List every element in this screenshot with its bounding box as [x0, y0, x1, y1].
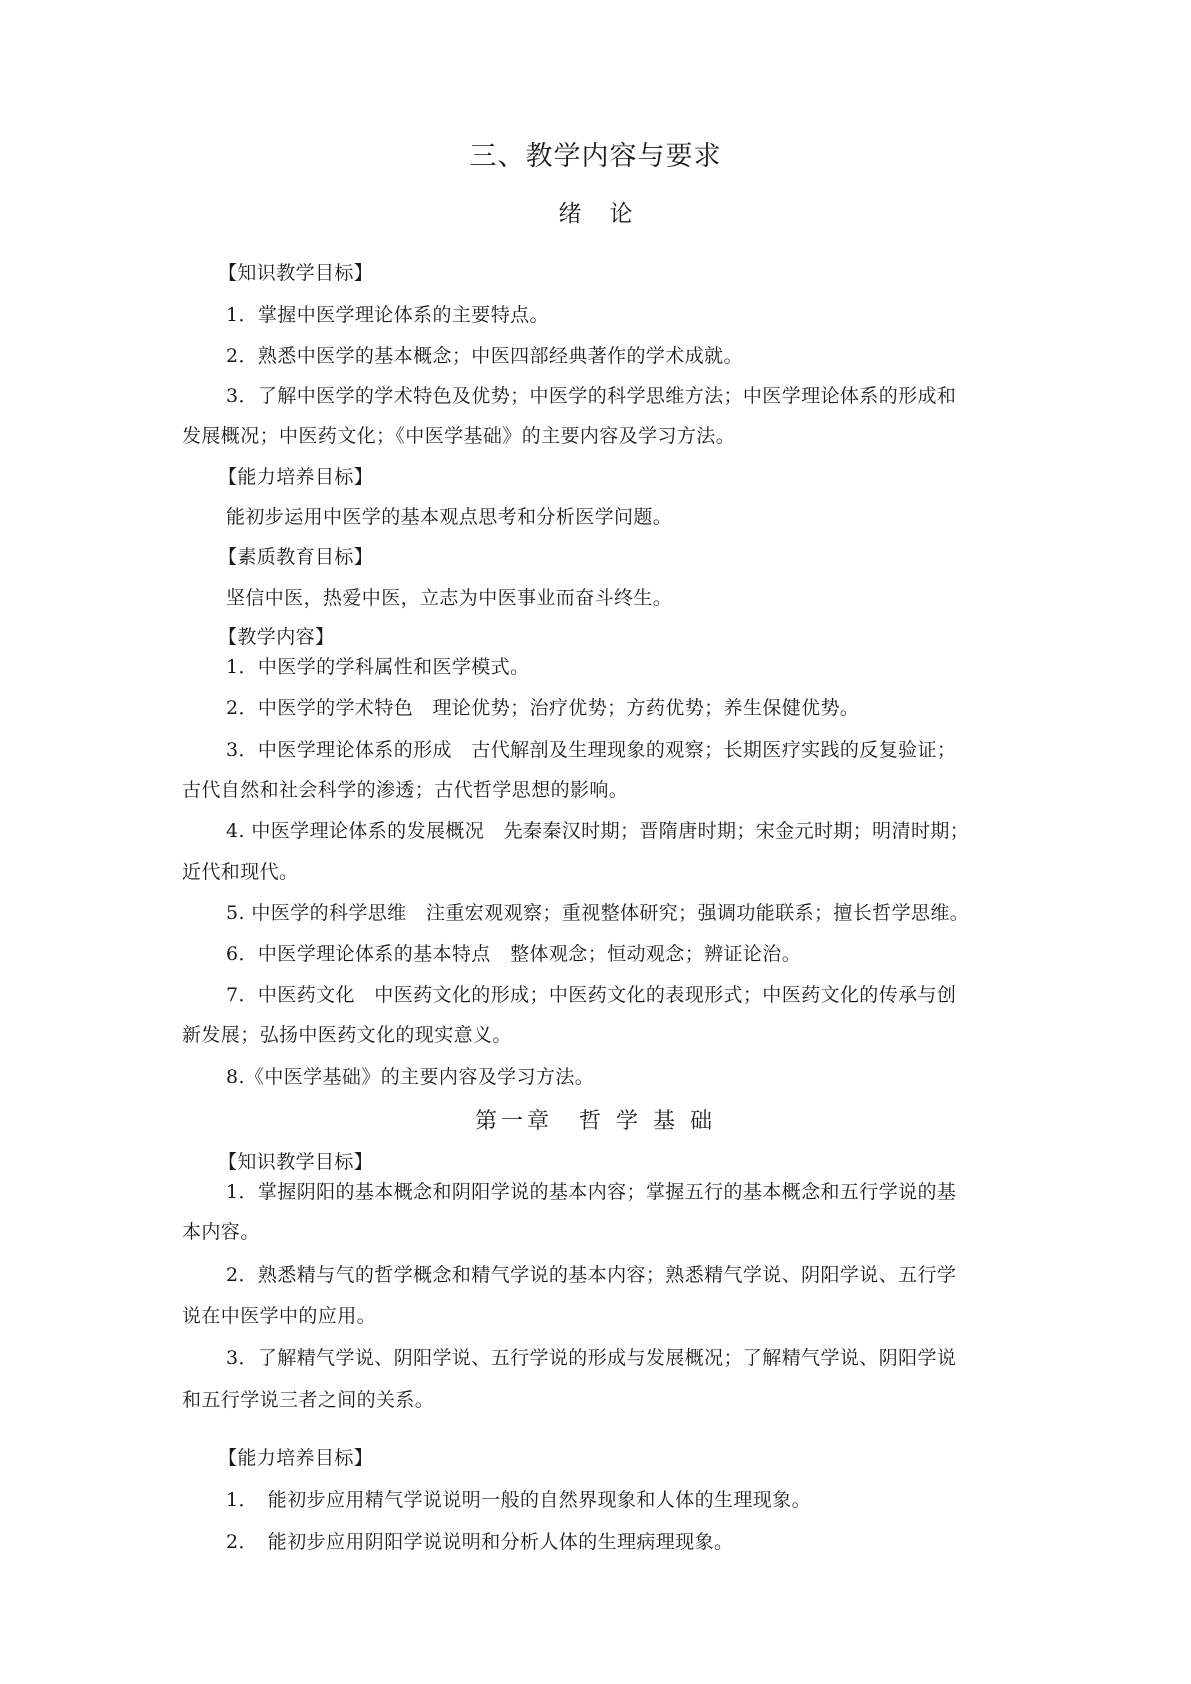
intro-knowledge-item: 3．了解中医学的学术特色及优势；中医学的科学思维方法；中医学理论体系的形成和	[226, 385, 957, 407]
intro-content-item: 3．中医学理论体系的形成 古代解剖及生理现象的观察；长期医疗实践的反复验证；	[226, 739, 957, 761]
chapter1-ability-item: 2． 能初步应用阴阳学说说明和分析人体的生理病理现象。	[226, 1531, 734, 1553]
chapter1-knowledge-item-continued: 和五行学说三者之间的关系。	[182, 1389, 435, 1411]
chapter1-knowledge-heading: 【知识教学目标】	[218, 1151, 374, 1173]
page-title: 三、教学内容与要求	[469, 141, 722, 172]
intro-content-item-continued: 新发展；弘扬中医药文化的现实意义。	[182, 1024, 512, 1046]
intro-ability-text: 能初步运用中医学的基本观点思考和分析医学问题。	[226, 506, 673, 528]
intro-knowledge-item: 1．掌握中医学理论体系的主要特点。	[226, 304, 549, 326]
intro-section-title: 绪论	[558, 201, 661, 227]
intro-ability-heading: 【能力培养目标】	[218, 466, 374, 488]
intro-content-item: 5. 中医学的科学思维 注重宏观观察；重视整体研究；强调功能联系；擅长哲学思维。	[226, 902, 970, 924]
intro-knowledge-item: 2．熟悉中医学的基本概念；中医四部经典著作的学术成就。	[226, 345, 743, 367]
intro-content-item: 1．中医学的学科属性和医学模式。	[226, 656, 530, 678]
intro-content-item: 2．中医学的学术特色 理论优势；治疗优势；方药优势；养生保健优势。	[226, 697, 860, 719]
intro-content-heading: 【教学内容】	[218, 626, 335, 648]
chapter1-knowledge-item-continued: 说在中医学中的应用。	[182, 1305, 377, 1327]
intro-quality-heading: 【素质教育目标】	[218, 546, 374, 568]
intro-content-item-continued: 近代和现代。	[182, 861, 299, 883]
chapter1-knowledge-item: 2．熟悉精与气的哲学概念和精气学说的基本内容；熟悉精气学说、阴阳学说、五行学	[226, 1264, 957, 1286]
chapter1-ability-heading: 【能力培养目标】	[218, 1447, 374, 1469]
intro-quality-text: 坚信中医，热爱中医，立志为中医事业而奋斗终生。	[226, 587, 673, 609]
intro-content-item: 6．中医学理论体系的基本特点 整体观念；恒动观念；辨证论治。	[226, 943, 802, 965]
intro-content-item: 7．中医药文化 中医药文化的形成；中医药文化的表现形式；中医药文化的传承与创	[226, 984, 957, 1006]
chapter1-ability-item: 1． 能初步应用精气学说说明一般的自然界现象和人体的生理现象。	[226, 1489, 811, 1511]
intro-content-item: 8.《中医学基础》的主要内容及学习方法。	[226, 1066, 595, 1088]
intro-content-item-continued: 古代自然和社会科学的渗透；古代哲学思想的影响。	[182, 779, 629, 801]
intro-content-item: 4. 中医学理论体系的发展概况 先秦秦汉时期；晋隋唐时期；宋金元时期；明清时期；	[226, 820, 970, 842]
chapter1-knowledge-item: 1．掌握阴阳的基本概念和阴阳学说的基本内容；掌握五行的基本概念和五行学说的基	[226, 1181, 957, 1203]
chapter1-knowledge-item: 3．了解精气学说、阴阳学说、五行学说的形成与发展概况；了解精气学说、阴阳学说	[226, 1347, 957, 1369]
chapter-title: 第一章 哲 学 基 础	[475, 1109, 716, 1134]
intro-knowledge-heading: 【知识教学目标】	[218, 262, 374, 284]
intro-knowledge-item-continued: 发展概况；中医药文化；《中医学基础》的主要内容及学习方法。	[182, 425, 736, 447]
chapter1-knowledge-item-continued: 本内容。	[182, 1221, 260, 1243]
